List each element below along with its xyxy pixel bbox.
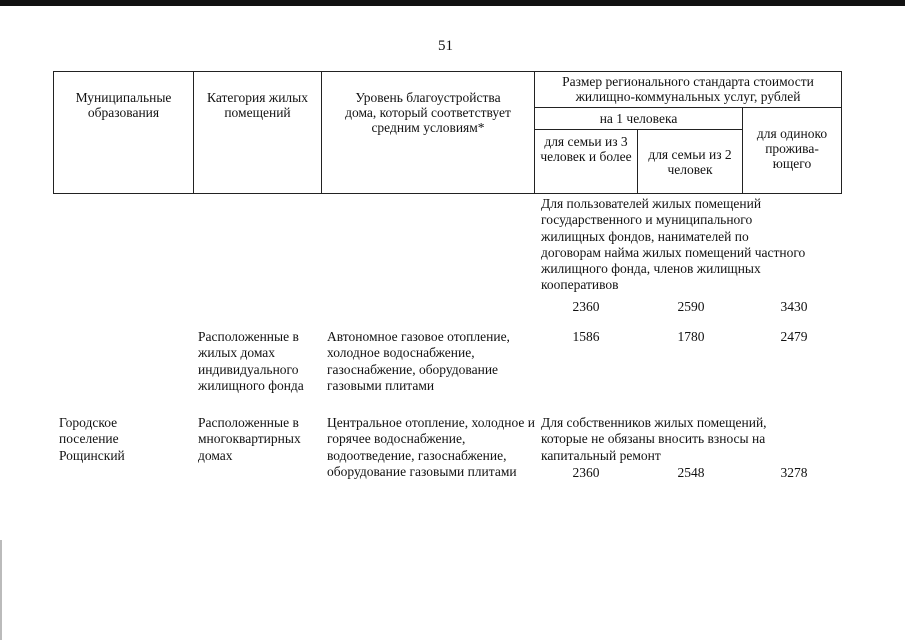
table-header (53, 71, 842, 194)
group1-value-single: 3430 (780, 299, 808, 314)
group1-note: Для пользователей жилых помещений государственного и муниципального жилищных фондов, нанимателей по договорам найма жилых помещений частного жилищного фонда, членов жилищных кооперативов (541, 196, 806, 293)
header-single: для одиноко прожива-ющего (743, 108, 842, 194)
group2-note: Для собственников жилых помещений, которые не обязаны вносить взносы на капитальный ремонт (541, 415, 767, 463)
group2-value-single: 3278 (780, 465, 808, 480)
group1-value-family2: 2590 (677, 299, 705, 314)
header-family3: для семьи из 3 человек и более (535, 130, 638, 194)
group1-value-family3: 2360 (572, 299, 600, 314)
scan-edge (0, 540, 2, 640)
header-municipality: Муниципальные образования (54, 72, 194, 194)
private-value-family3: 1586 (572, 329, 600, 344)
private-house-category: Расположенные в жилых домах индивидуального жилищного фонда (198, 329, 304, 393)
private-value-family2: 1780 (677, 329, 705, 344)
private-house-level: Автономное газовое отопление, холодное водоснабжение, газоснабжение, оборудование газовыми плитами (327, 329, 510, 393)
group2-value-family2: 2548 (677, 465, 705, 480)
private-value-single: 2479 (780, 329, 808, 344)
header-per-person: на 1 человека (535, 108, 743, 130)
header-standard: Размер регионального стандарта стоимости жилищно-коммунальных услуг, рублей (535, 72, 842, 108)
group2-value-family3: 2360 (572, 465, 600, 480)
apartment-category: Расположенные в многоквартирных домах (198, 415, 301, 463)
page-number: 51 (438, 38, 453, 54)
header-family2: для семьи из 2 человек (638, 130, 743, 194)
apartment-level: Центральное отопление, холодное и горячее водоснабжение, водоотведение, газоснабжение, оборудование газовыми плитами (327, 415, 535, 479)
header-level: Уровень благоустройства дома, который соответствует средним условиям* (322, 72, 535, 194)
page-top-border (0, 0, 905, 6)
municipality-name: Городское поселение Рощинский (59, 415, 125, 463)
header-category: Категория жилых помещений (194, 72, 322, 194)
